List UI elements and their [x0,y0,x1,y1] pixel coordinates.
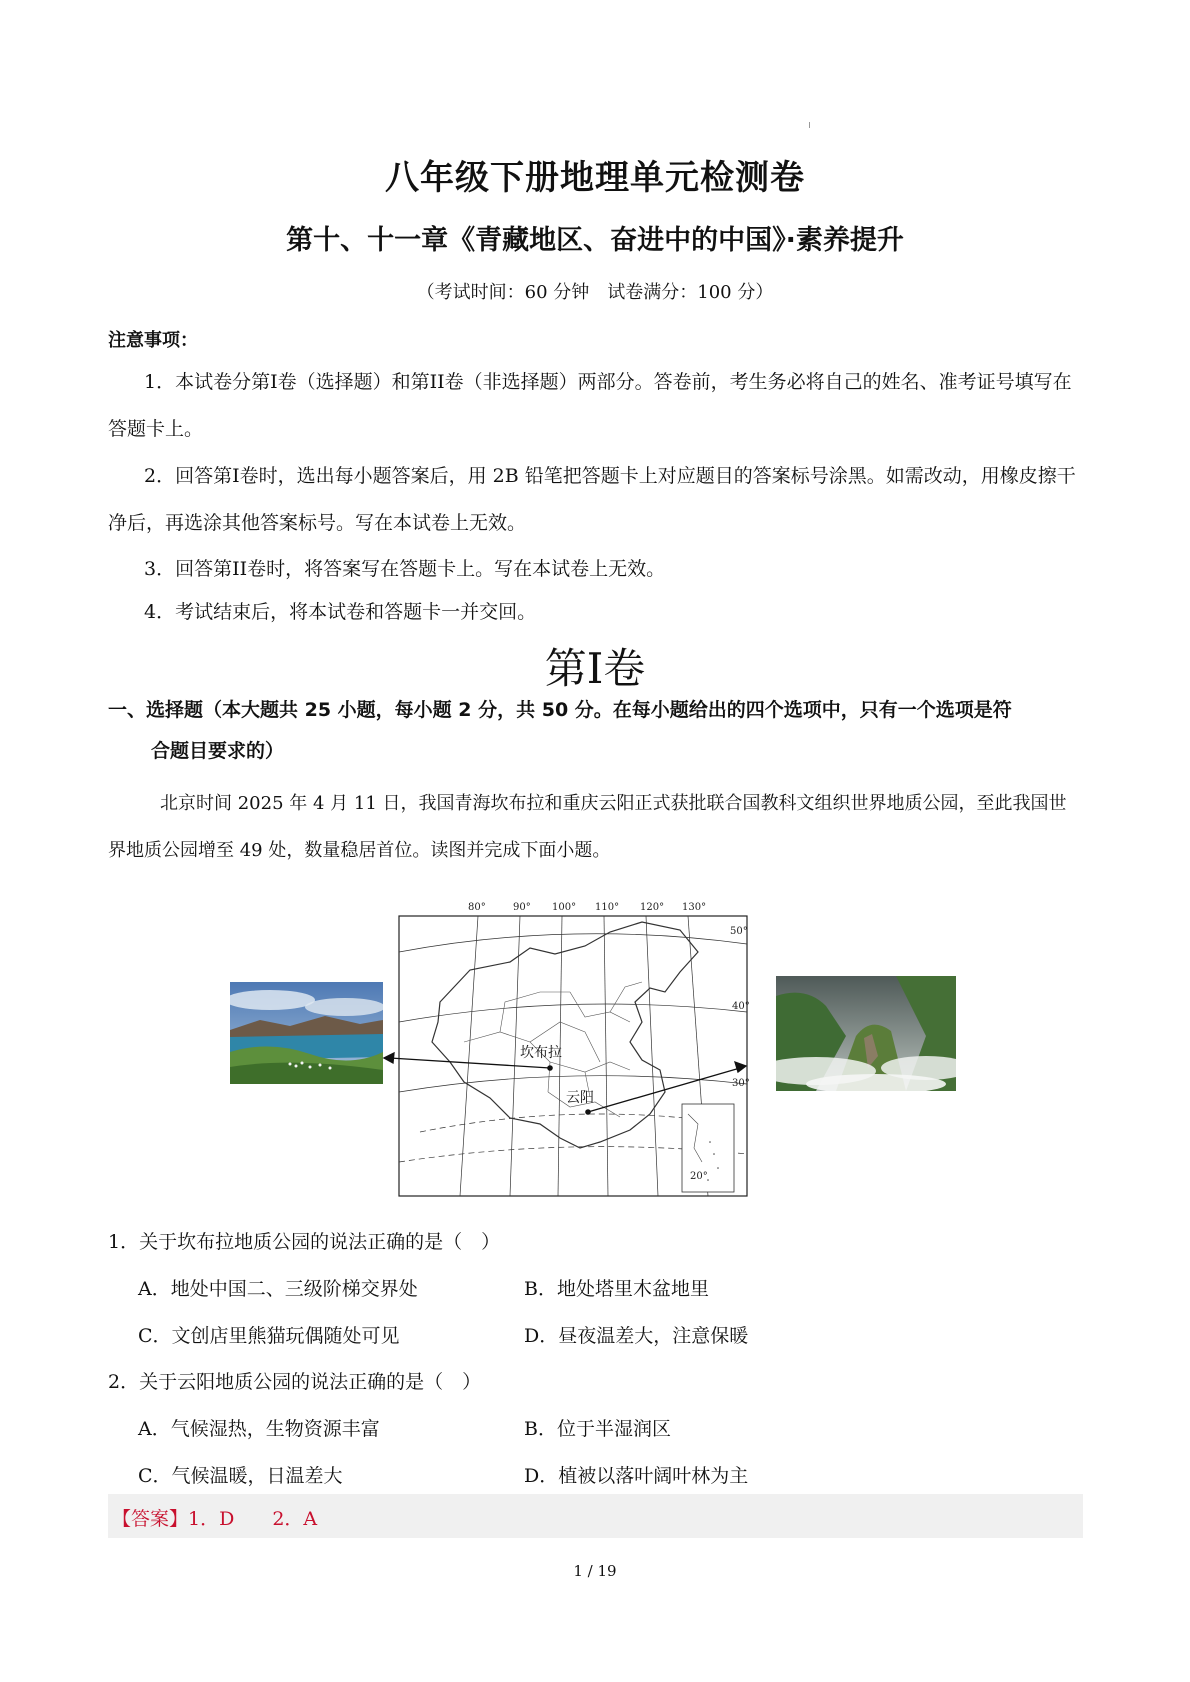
china-location-map [380,892,750,1198]
yunyang-label: 云阳 [566,1090,594,1106]
question-intro: 北京时间 2025 年 4 月 11 日，我国青海坎布拉和重庆云阳正式获批联合国教科文组织世界地质公园，至此我国世界地质公园增至 49 处，数量稳居首位。读图并完成下面小题。 [108,793,1067,861]
scan-mark [809,122,810,128]
notice-heading: 注意事项： [108,330,198,351]
lon-label: 120° [640,902,665,913]
question-2-option-c: C．气候温暖，日温差大 [138,1465,343,1487]
lon-label: 130° [682,902,707,913]
question-1-option-d: D．昼夜温差大，注意保暖 [524,1325,749,1347]
lat-label: 30° [732,1078,750,1089]
section-title: 第I卷 [544,644,646,693]
kanbula-label: 坎布拉 [520,1045,562,1061]
notice-item-4: 4．考试结束后，将本试卷和答题卡一并交回。 [144,601,537,623]
lat-label: 20° [690,1171,708,1182]
notice-item-2: 2．回答第I卷时，选出每小题答案后，用 2B 铅笔把答题卡上对应题目的答案标号涂黑。如需改动，用橡皮擦干净后，再选涂其他答案标号。写在本试卷上无效。 [108,465,1076,534]
yunyang-mountain-photo [776,976,956,1091]
question-1-stem: 1．关于坎布拉地质公园的说法正确的是（ ） [108,1231,501,1253]
question-2-option-a: A．气候湿热，生物资源丰富 [138,1418,380,1440]
lon-label: 100° [552,902,577,913]
question-2-stem: 2．关于云阳地质公园的说法正确的是（ ） [108,1371,482,1393]
exam-time-info: （考试时间：60 分钟 试卷满分：100 分） [416,282,774,303]
lon-label: 110° [595,902,620,913]
kanbula-lake-photo [230,982,383,1084]
lat-label: 50° [730,926,748,937]
notice-item-1: 1．本试卷分第I卷（选择题）和第II卷（非选择题）两部分。答卷前，考生务必将自己的姓名、准考证号填写在答题卡上。 [108,371,1072,440]
lon-label: 90° [513,902,531,913]
page-number: 1 / 19 [573,1562,617,1580]
lon-label: 80° [468,902,486,913]
document-title: 八年级下册地理单元检测卷 [385,158,805,198]
document-subtitle: 第十、十一章《青藏地区、奋进中的中国》·素养提升 [286,225,904,256]
lat-label: 40° [732,1001,750,1012]
question-1-option-a: A．地处中国二、三级阶梯交界处 [138,1278,418,1300]
answer-text: 【答案】1．D 2．A [112,1508,318,1530]
notice-item-3: 3．回答第II卷时，将答案写在答题卡上。写在本试卷上无效。 [144,558,666,580]
question-1-option-b: B．地处塔里木盆地里 [524,1278,709,1300]
question-1-option-c: C．文创店里熊猫玩偶随处可见 [138,1325,400,1347]
question-2-option-b: B．位于半湿润区 [524,1418,671,1440]
part-heading: 一、选择题（本大题共 25 小题，每小题 2 分，共 50 分。在每小题给出的四个选项中，只有一个选项是符 合题目要求的） [108,699,1012,762]
question-2-option-d: D．植被以落叶阔叶林为主 [524,1465,749,1487]
